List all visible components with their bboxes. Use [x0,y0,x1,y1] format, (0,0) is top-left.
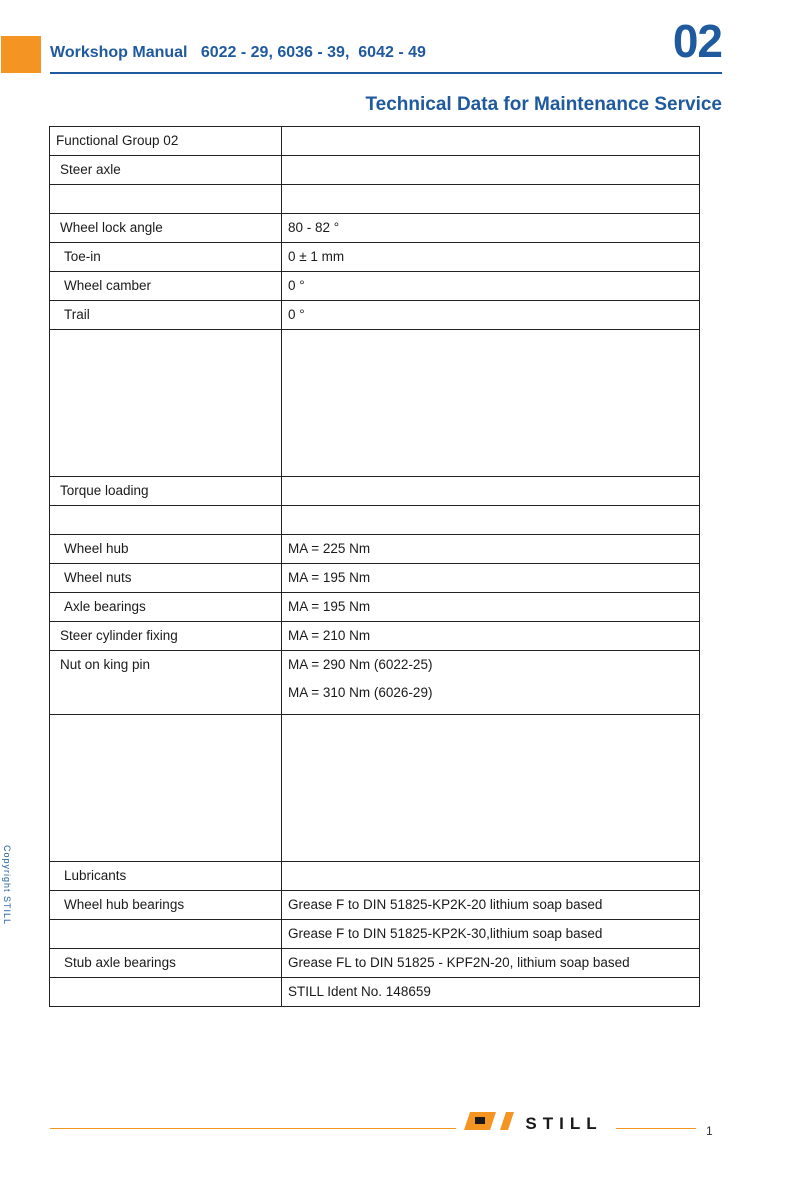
row-label: Axle bearings [64,599,146,615]
row-value: 0 ± 1 mm [282,243,700,272]
page-number: 1 [706,1124,713,1138]
row-label: Stub axle bearings [64,955,176,971]
row-label: Trail [64,307,90,323]
row-value: Grease F to DIN 51825-KP2K-20 lithium soap based [282,891,700,920]
table-row-blank [50,506,700,535]
table-row [50,978,700,1007]
row-value: 0 ° [282,301,700,330]
header-divider [50,72,722,74]
table-row [50,127,700,156]
table-row [50,535,700,564]
technical-data-table [49,126,700,1007]
manual-title: Workshop Manual 6022 - 29, 6036 - 39, 6042 - 49 [50,44,426,61]
row-value [282,185,700,214]
side-copyright-note: Copyright STILL [2,844,12,926]
row-value [282,127,700,156]
table-row [50,593,700,622]
row-value: MA = 210 Nm [282,622,700,651]
row-label: Steer cylinder fixing [60,628,178,644]
chapter-number: 02 [672,15,722,67]
table-row [50,214,700,243]
table-row [50,272,700,301]
table-row [50,301,700,330]
row-value: MA = 290 Nm (6022-25) [288,657,433,672]
table-row [50,185,700,214]
row-value: MA = 225 Nm [282,535,700,564]
logo-slash-mark [500,1112,514,1130]
row-value: STILL Ident No. 148659 [282,978,700,1007]
table-row [50,477,700,506]
row-value-secondary: MA = 310 Nm (6026-29) [288,684,433,700]
row-label: Wheel lock angle [60,220,163,236]
orange-tab-marker [1,36,41,73]
row-label: Torque loading [60,483,149,499]
row-value: 80 - 82 ° [282,214,700,243]
row-label: Steer axle [60,162,121,178]
row-label [50,978,282,1007]
row-value: MA = 195 Nm [282,593,700,622]
row-label: Wheel hub [64,541,129,557]
still-logo [456,1110,616,1132]
row-value: Grease F to DIN 51825-KP2K-30,lithium soap based [282,920,700,949]
row-label: Nut on king pin [60,657,151,672]
row-label: Lubricants [64,868,127,884]
table-row [50,949,700,978]
table-row [50,651,700,715]
table-row [50,622,700,651]
section-title: Technical Data for Maintenance Service [365,94,722,115]
row-value [282,156,700,185]
still-logo-text: STILL [525,1114,603,1132]
row-value [282,862,700,891]
row-label: Toe-in [64,249,101,265]
row-value: Grease FL to DIN 51825 - KPF2N-20, lithium soap based [282,949,700,978]
table-row [50,156,700,185]
row-value: 0 ° [282,272,700,301]
row-label: Wheel nuts [64,570,132,586]
row-label: Functional Group 02 [50,127,282,156]
table-row [50,862,700,891]
table-row [50,564,700,593]
row-label [50,185,282,214]
row-label: Wheel hub bearings [64,897,185,913]
table-row-blank [50,330,700,477]
table-row [50,891,700,920]
table-row [50,243,700,272]
row-label: Wheel camber [64,278,152,294]
table-row [50,920,700,949]
row-label [50,920,282,949]
row-value: MA = 195 Nm [282,564,700,593]
row-value [282,477,700,506]
forklift-icon [475,1117,485,1124]
table-row-blank [50,715,700,862]
